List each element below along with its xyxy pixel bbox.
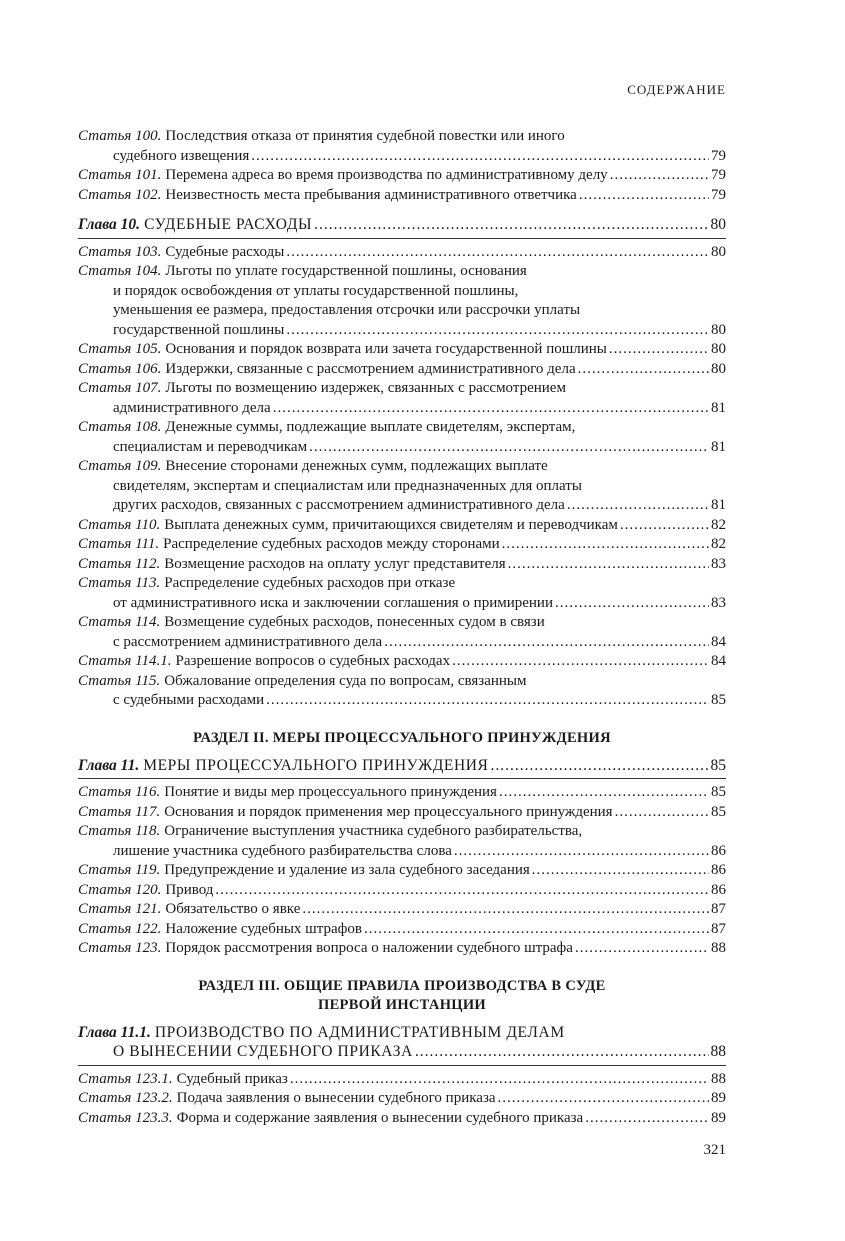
chapter-title: ПРОИЗВОДСТВО ПО АДМИНИСТРАТИВНЫМ ДЕЛАМ	[154, 1023, 565, 1041]
toc-entry	[78, 900, 726, 920]
entry-title: Возмещение расходов на оплату услуг представителя	[164, 555, 506, 572]
toc-entry	[78, 783, 726, 803]
page-ref: 85	[711, 803, 726, 820]
toc-entry	[78, 1070, 726, 1090]
entry-number: Статья 117.	[78, 803, 161, 820]
entry-number: Статья 118.	[78, 823, 161, 839]
toc-entry	[78, 340, 726, 360]
dot-leader	[498, 1089, 709, 1109]
dot-leader	[610, 166, 709, 186]
page-ref: 81	[711, 438, 726, 455]
section-title: РАЗДЕЛ II. МЕРЫ ПРОЦЕССУАЛЬНОГО ПРИНУЖДЕНИЯ	[193, 729, 611, 746]
entry-title: Перемена адреса во время производства по административному делу	[165, 167, 608, 183]
entry-number: Статья 116.	[78, 784, 161, 800]
entry-title: Льготы по возмещению издержек, связанных с рассмотрением	[165, 380, 566, 396]
entry-title: Внесение сторонами денежных сумм, подлежащих выплате	[165, 458, 548, 474]
entry-title: Распределение судебных расходов между сторонами	[163, 536, 500, 552]
dot-leader	[415, 1042, 709, 1062]
entry-number: Статья 111.	[78, 536, 160, 552]
toc-entry	[78, 186, 726, 206]
section-title: РАЗДЕЛ III. ОБЩИЕ ПРАВИЛА ПРОИЗВОДСТВА В СУДЕ	[198, 977, 606, 994]
entry-title: свидетелям, экспертам и специалистам или предназначенных для оплаты	[113, 477, 582, 494]
page-ref: 88	[711, 940, 726, 956]
table-of-contents	[78, 127, 726, 1128]
entry-title: и порядок освобождения от уплаты государственной пошлины,	[113, 282, 519, 299]
entry-number: Статья 112.	[78, 555, 161, 572]
dot-leader	[251, 147, 709, 167]
entry-number: Статья 121.	[78, 901, 162, 917]
chapter-heading	[78, 215, 726, 239]
toc-entry	[78, 822, 726, 861]
page-ref: 86	[711, 862, 726, 878]
toc-entry	[78, 127, 726, 166]
page-ref: 88	[710, 1043, 726, 1060]
toc-entry	[78, 379, 726, 418]
page-ref: 82	[711, 536, 726, 552]
entry-title: Форма и содержание заявления о вынесении судебного приказа	[176, 1109, 584, 1126]
dot-leader	[215, 881, 709, 901]
entry-title: Понятие и виды мер процессуального принуждения	[164, 784, 497, 800]
entry-title: судебного извещения	[113, 147, 250, 164]
page-ref: 86	[711, 842, 726, 859]
toc-entry	[78, 920, 726, 940]
dot-leader	[579, 186, 709, 206]
page-ref: 82	[711, 516, 726, 533]
page-ref: 83	[711, 555, 726, 572]
dot-leader	[508, 555, 709, 575]
entry-number: Статья 119.	[78, 862, 161, 878]
page-ref: 79	[711, 186, 726, 203]
toc-entry	[78, 166, 726, 186]
entry-title: Распределение судебных расходов при отказе	[164, 575, 456, 591]
page-ref: 89	[711, 1090, 726, 1106]
toc-entry	[78, 881, 726, 901]
section-heading	[78, 977, 726, 1015]
entry-title: Привод	[165, 881, 214, 898]
dot-leader	[290, 1070, 709, 1090]
section-heading	[78, 729, 726, 748]
page-ref: 87	[711, 920, 726, 937]
toc-entry	[78, 457, 726, 516]
dot-leader	[286, 321, 709, 341]
chapter-number: Глава 10.	[78, 216, 141, 233]
entry-number: Статья 123.	[78, 940, 162, 956]
toc-entry	[78, 516, 726, 536]
entry-title: Порядок рассмотрения вопроса о наложении судебного штрафа	[165, 940, 573, 956]
dot-leader	[499, 783, 709, 803]
page-ref: 80	[710, 216, 726, 233]
page-ref: 86	[711, 881, 726, 898]
entry-number: Статья 120.	[78, 881, 162, 898]
dot-leader	[585, 1109, 709, 1129]
toc-entry	[78, 652, 726, 672]
dot-leader	[454, 842, 709, 862]
page-ref: 88	[711, 1070, 726, 1087]
page-ref: 87	[711, 901, 726, 917]
dot-leader	[309, 438, 709, 458]
page-ref: 84	[711, 633, 726, 650]
toc-entry	[78, 1109, 726, 1129]
entry-number: Статья 105.	[78, 341, 162, 357]
entry-title: лишение участника судебного разбирательства слова	[113, 842, 452, 859]
dot-leader	[364, 920, 709, 940]
dot-leader	[273, 399, 709, 419]
dot-leader	[502, 535, 709, 555]
page-number: 321	[703, 1142, 726, 1158]
dot-leader	[578, 360, 709, 380]
toc-entry	[78, 574, 726, 613]
dot-leader	[384, 633, 709, 653]
toc-entry	[78, 939, 726, 959]
entry-number: Статья 100.	[78, 128, 162, 144]
entry-title: административного дела	[113, 399, 271, 416]
toc-entry	[78, 360, 726, 380]
toc-entry	[78, 672, 726, 711]
entry-number: Статья 114.	[78, 614, 161, 630]
dot-leader	[266, 691, 709, 711]
entry-title: других расходов, связанных с рассмотрением административного дела	[113, 497, 565, 513]
running-head: СОДЕРЖАНИЕ	[627, 82, 726, 97]
page-ref: 85	[711, 692, 726, 708]
chapter-heading	[78, 1023, 726, 1066]
entry-title: Обжалование определения суда по вопросам, связанным	[164, 672, 527, 689]
chapter-title: СУДЕБНЫЕ РАСХОДЫ	[144, 216, 313, 233]
entry-number: Статья 122.	[78, 920, 162, 937]
entry-title: Подача заявления о вынесении судебного приказа	[176, 1090, 496, 1106]
page-ref: 83	[711, 594, 726, 611]
page-ref: 81	[711, 399, 726, 416]
entry-title: Льготы по уплате государственной пошлины, основания	[165, 263, 527, 279]
entry-title: Неизвестность места пребывания административного ответчика	[165, 186, 577, 203]
dot-leader	[567, 496, 709, 516]
toc-entry	[78, 613, 726, 652]
entry-title: Обязательство о явке	[165, 901, 301, 917]
entry-title: Предупреждение и удаление из зала судебного заседания	[164, 862, 530, 878]
entry-number: Статья 123.3.	[78, 1109, 173, 1126]
entry-title: Выплата денежных сумм, причитающихся свидетелям и переводчикам	[164, 516, 618, 533]
entry-number: Статья 114.1.	[78, 653, 172, 669]
dot-leader	[609, 340, 709, 360]
entry-title: Ограничение выступления участника судебного разбирательства,	[164, 823, 583, 839]
toc-entry	[78, 861, 726, 881]
page-ref: 80	[711, 321, 726, 338]
chapter-heading	[78, 756, 726, 780]
dot-leader	[286, 243, 709, 263]
entry-title: Судебный приказ	[176, 1070, 288, 1087]
chapter-title: О ВЫНЕСЕНИИ СУДЕБНОГО ПРИКАЗА	[113, 1043, 413, 1060]
page-ref: 79	[711, 147, 726, 164]
dot-leader	[575, 939, 709, 959]
dot-leader	[491, 756, 709, 776]
toc-entry	[78, 803, 726, 823]
dot-leader	[620, 516, 709, 536]
entry-number: Статья 113.	[78, 575, 161, 591]
page-ref: 89	[711, 1109, 726, 1126]
entry-number: Статья 109.	[78, 458, 162, 474]
entry-title: Последствия отказа от принятия судебной повестки или иного	[165, 128, 565, 144]
dot-leader	[555, 594, 709, 614]
entry-title: от административного иска и заключении соглашения о примирении	[113, 594, 553, 611]
toc-entry	[78, 418, 726, 457]
entry-number: Статья 101.	[78, 167, 162, 183]
page-ref: 85	[711, 784, 726, 800]
chapter-number: Глава 11.	[78, 756, 140, 774]
entry-number: Статья 108.	[78, 419, 162, 435]
entry-title: Издержки, связанные с рассмотрением административного дела	[165, 360, 576, 377]
page-ref: 81	[711, 497, 726, 513]
section-title: ПЕРВОЙ ИНСТАНЦИИ	[317, 996, 487, 1013]
entry-number: Статья 110.	[78, 516, 161, 533]
page-ref: 80	[711, 360, 726, 377]
toc-entry	[78, 555, 726, 575]
entry-number: Статья 123.2.	[78, 1090, 173, 1106]
entry-number: Статья 102.	[78, 186, 162, 203]
entry-title: уменьшения ее размера, предоставления отсрочки или рассрочки уплаты	[113, 302, 581, 318]
page-ref: 80	[711, 243, 726, 260]
page-ref: 79	[711, 167, 726, 183]
entry-title: Основания и порядок возврата или зачета государственной пошлины	[165, 341, 607, 357]
entry-title: Основания и порядок применения мер процессуального принуждения	[164, 803, 613, 820]
page-ref: 85	[710, 756, 726, 774]
dot-leader	[314, 215, 708, 235]
page-ref: 80	[711, 341, 726, 357]
entry-title: Судебные расходы	[165, 243, 285, 260]
toc-entry	[78, 262, 726, 340]
entry-number: Статья 107.	[78, 380, 162, 396]
dot-leader	[615, 803, 709, 823]
entry-title: с рассмотрением административного дела	[113, 633, 383, 650]
entry-title: Разрешение вопросов о судебных расходах	[175, 653, 451, 669]
page-ref: 84	[711, 653, 726, 669]
toc-entry	[78, 1089, 726, 1109]
dot-leader	[532, 861, 709, 881]
dot-leader	[452, 652, 709, 672]
entry-title: Денежные суммы, подлежащие выплате свидетелям, экспертам,	[165, 419, 576, 435]
entry-number: Статья 106.	[78, 360, 162, 377]
entry-title: государственной пошлины	[113, 321, 285, 338]
entry-title: Возмещение судебных расходов, понесенных судом в связи	[164, 614, 545, 630]
chapter-number: Глава 11.1.	[78, 1023, 151, 1041]
toc-entry	[78, 535, 726, 555]
entry-number: Статья 104.	[78, 263, 162, 279]
entry-number: Статья 115.	[78, 672, 161, 689]
entry-number: Статья 103.	[78, 243, 162, 260]
entry-title: Наложение судебных штрафов	[165, 920, 362, 937]
toc-entry	[78, 243, 726, 263]
dot-leader	[302, 900, 709, 920]
entry-number: Статья 123.1.	[78, 1070, 173, 1087]
chapter-title: МЕРЫ ПРОЦЕССУАЛЬНОГО ПРИНУЖДЕНИЯ	[143, 756, 489, 774]
entry-title: специалистам и переводчикам	[113, 438, 308, 455]
entry-title: с судебными расходами	[113, 692, 265, 708]
